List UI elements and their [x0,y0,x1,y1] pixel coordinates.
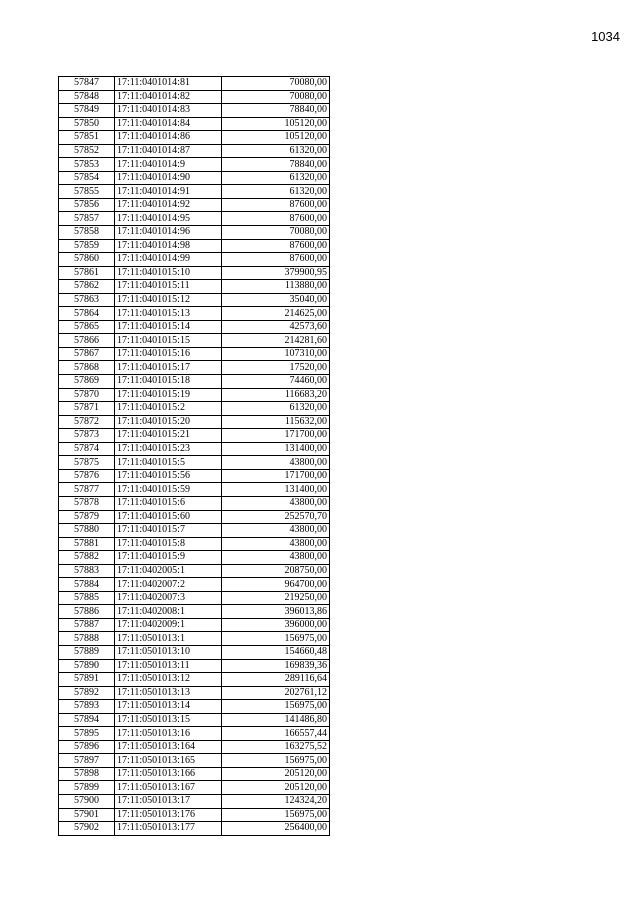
table-row [59,239,330,253]
value-cell: 156975,00 [222,808,330,822]
value-cell: 61320,00 [222,185,330,199]
value-cell: 43800,00 [222,496,330,510]
value-cell: 42573,60 [222,320,330,334]
row-number-cell: 57864 [59,307,115,321]
cadastral-number-cell: 17:11:0401015:11 [115,280,222,294]
table-row [59,266,330,280]
row-number-cell: 57862 [59,280,115,294]
table-row [59,212,330,226]
value-cell: 113880,00 [222,280,330,294]
row-number-cell: 57861 [59,266,115,280]
cadastral-number-cell: 17:11:0401015:59 [115,483,222,497]
value-cell: 154660,48 [222,645,330,659]
value-cell: 61320,00 [222,144,330,158]
table-row [59,334,330,348]
row-number-cell: 57874 [59,442,115,456]
cadastral-number-cell: 17:11:0401014:86 [115,131,222,145]
cadastral-number-cell: 17:11:0401015:10 [115,266,222,280]
cadastral-number-cell: 17:11:0401015:16 [115,347,222,361]
table-row [59,198,330,212]
cadastral-number-cell: 17:11:0401014:84 [115,117,222,131]
value-cell: 396013,86 [222,605,330,619]
table-row [59,253,330,267]
value-cell: 61320,00 [222,402,330,416]
table-row [59,740,330,754]
cadastral-number-cell: 17:11:0402009:1 [115,618,222,632]
cadastral-number-cell: 17:11:0402008:1 [115,605,222,619]
table-row [59,551,330,565]
value-cell: 214281,60 [222,334,330,348]
value-cell: 131400,00 [222,483,330,497]
value-cell: 379900,95 [222,266,330,280]
row-number-cell: 57878 [59,496,115,510]
table-row [59,442,330,456]
value-cell: 156975,00 [222,754,330,768]
cadastral-number-cell: 17:11:0401014:95 [115,212,222,226]
value-cell: 43800,00 [222,537,330,551]
table-row [59,131,330,145]
cadastral-number-cell: 17:11:0501013:16 [115,727,222,741]
row-number-cell: 57873 [59,429,115,443]
cadastral-value-table [58,76,330,836]
row-number-cell: 57880 [59,524,115,538]
cadastral-number-cell: 17:11:0401015:19 [115,388,222,402]
row-number-cell: 57892 [59,686,115,700]
table-row [59,794,330,808]
table-row [59,90,330,104]
table-row [59,727,330,741]
value-cell: 61320,00 [222,171,330,185]
row-number-cell: 57850 [59,117,115,131]
table-row [59,510,330,524]
page-number: 1034 [591,29,620,44]
value-cell: 131400,00 [222,442,330,456]
row-number-cell: 57852 [59,144,115,158]
table-row [59,605,330,619]
row-number-cell: 57897 [59,754,115,768]
cadastral-number-cell: 17:11:0501013:1 [115,632,222,646]
table-row [59,781,330,795]
table-row [59,307,330,321]
cadastral-number-cell: 17:11:0401015:20 [115,415,222,429]
value-cell: 205120,00 [222,767,330,781]
cadastral-number-cell: 17:11:0501013:11 [115,659,222,673]
table-row [59,293,330,307]
cadastral-number-cell: 17:11:0501013:167 [115,781,222,795]
table-row [59,496,330,510]
row-number-cell: 57855 [59,185,115,199]
row-number-cell: 57854 [59,171,115,185]
value-cell: 156975,00 [222,632,330,646]
table-row [59,673,330,687]
cadastral-number-cell: 17:11:0401014:96 [115,226,222,240]
row-number-cell: 57868 [59,361,115,375]
value-cell: 87600,00 [222,239,330,253]
cadastral-number-cell: 17:11:0401015:9 [115,551,222,565]
row-number-cell: 57901 [59,808,115,822]
row-number-cell: 57894 [59,713,115,727]
value-cell: 70080,00 [222,90,330,104]
row-number-cell: 57896 [59,740,115,754]
value-cell: 107310,00 [222,347,330,361]
row-number-cell: 57871 [59,402,115,416]
row-number-cell: 57870 [59,388,115,402]
value-cell: 17520,00 [222,361,330,375]
row-number-cell: 57890 [59,659,115,673]
table-row [59,659,330,673]
row-number-cell: 57866 [59,334,115,348]
value-cell: 43800,00 [222,456,330,470]
cadastral-number-cell: 17:11:0501013:164 [115,740,222,754]
table-row [59,77,330,91]
value-cell: 214625,00 [222,307,330,321]
cadastral-number-cell: 17:11:0401015:60 [115,510,222,524]
table-row [59,280,330,294]
value-cell: 105120,00 [222,131,330,145]
cadastral-number-cell: 17:11:0501013:13 [115,686,222,700]
cadastral-number-cell: 17:11:0401015:8 [115,537,222,551]
row-number-cell: 57872 [59,415,115,429]
row-number-cell: 57877 [59,483,115,497]
row-number-cell: 57876 [59,469,115,483]
table-row [59,361,330,375]
table-row [59,104,330,118]
value-cell: 124324,20 [222,794,330,808]
cadastral-number-cell: 17:11:0401015:12 [115,293,222,307]
table-row [59,767,330,781]
value-cell: 171700,00 [222,469,330,483]
row-number-cell: 57849 [59,104,115,118]
row-number-cell: 57883 [59,564,115,578]
row-number-cell: 57853 [59,158,115,172]
cadastral-number-cell: 17:11:0401015:13 [115,307,222,321]
cadastral-number-cell: 17:11:0402005:1 [115,564,222,578]
table-row [59,429,330,443]
cadastral-number-cell: 17:11:0401014:98 [115,239,222,253]
row-number-cell: 57898 [59,767,115,781]
cadastral-number-cell: 17:11:0501013:14 [115,700,222,714]
table-row [59,117,330,131]
row-number-cell: 57885 [59,591,115,605]
row-number-cell: 57851 [59,131,115,145]
table-row [59,591,330,605]
table-row [59,226,330,240]
row-number-cell: 57884 [59,578,115,592]
value-cell: 78840,00 [222,104,330,118]
row-number-cell: 57891 [59,673,115,687]
value-cell: 169839,36 [222,659,330,673]
cadastral-number-cell: 17:11:0501013:177 [115,822,222,836]
cadastral-number-cell: 17:11:0401015:5 [115,456,222,470]
table-row [59,700,330,714]
cadastral-number-cell: 17:11:0501013:12 [115,673,222,687]
cadastral-number-cell: 17:11:0401014:92 [115,198,222,212]
cadastral-number-cell: 17:11:0501013:166 [115,767,222,781]
row-number-cell: 57859 [59,239,115,253]
row-number-cell: 57869 [59,375,115,389]
value-cell: 87600,00 [222,212,330,226]
value-cell: 116683,20 [222,388,330,402]
cadastral-number-cell: 17:11:0401014:87 [115,144,222,158]
cadastral-number-cell: 17:11:0401014:82 [115,90,222,104]
value-cell: 43800,00 [222,524,330,538]
value-cell: 964700,00 [222,578,330,592]
cadastral-number-cell: 17:11:0401015:2 [115,402,222,416]
value-cell: 70080,00 [222,77,330,91]
row-number-cell: 57893 [59,700,115,714]
value-cell: 70080,00 [222,226,330,240]
cadastral-number-cell: 17:11:0402007:3 [115,591,222,605]
cadastral-number-cell: 17:11:0401015:21 [115,429,222,443]
row-number-cell: 57886 [59,605,115,619]
table-row [59,645,330,659]
table-row [59,320,330,334]
cadastral-number-cell: 17:11:0501013:176 [115,808,222,822]
row-number-cell: 57888 [59,632,115,646]
value-cell: 87600,00 [222,253,330,267]
value-cell: 35040,00 [222,293,330,307]
table-row [59,388,330,402]
value-cell: 74460,00 [222,375,330,389]
table-row [59,185,330,199]
value-cell: 252570,70 [222,510,330,524]
cadastral-number-cell: 17:11:0401015:15 [115,334,222,348]
cadastral-number-cell: 17:11:0401014:9 [115,158,222,172]
table-row [59,469,330,483]
table-row [59,632,330,646]
row-number-cell: 57895 [59,727,115,741]
row-number-cell: 57889 [59,645,115,659]
cadastral-number-cell: 17:11:0401014:99 [115,253,222,267]
row-number-cell: 57856 [59,198,115,212]
cadastral-number-cell: 17:11:0401015:17 [115,361,222,375]
row-number-cell: 57867 [59,347,115,361]
value-cell: 163275,52 [222,740,330,754]
table-row [59,618,330,632]
value-cell: 219250,00 [222,591,330,605]
table-row [59,754,330,768]
table-row [59,686,330,700]
value-cell: 141486,80 [222,713,330,727]
row-number-cell: 57857 [59,212,115,226]
cadastral-number-cell: 17:11:0501013:165 [115,754,222,768]
cadastral-number-cell: 17:11:0401014:91 [115,185,222,199]
cadastral-number-cell: 17:11:0401014:83 [115,104,222,118]
row-number-cell: 57858 [59,226,115,240]
cadastral-number-cell: 17:11:0402007:2 [115,578,222,592]
cadastral-number-cell: 17:11:0401015:18 [115,375,222,389]
value-cell: 171700,00 [222,429,330,443]
cadastral-number-cell: 17:11:0501013:15 [115,713,222,727]
value-cell: 396000,00 [222,618,330,632]
row-number-cell: 57875 [59,456,115,470]
row-number-cell: 57899 [59,781,115,795]
table-row [59,144,330,158]
table-row [59,822,330,836]
row-number-cell: 57881 [59,537,115,551]
value-cell: 105120,00 [222,117,330,131]
table-row [59,808,330,822]
value-cell: 115632,00 [222,415,330,429]
row-number-cell: 57902 [59,822,115,836]
cadastral-number-cell: 17:11:0401015:7 [115,524,222,538]
table-row [59,713,330,727]
cadastral-number-cell: 17:11:0501013:10 [115,645,222,659]
table-row [59,578,330,592]
value-cell: 256400,00 [222,822,330,836]
row-number-cell: 57848 [59,90,115,104]
cadastral-number-cell: 17:11:0401015:6 [115,496,222,510]
table-row [59,415,330,429]
table-row [59,456,330,470]
row-number-cell: 57900 [59,794,115,808]
row-number-cell: 57863 [59,293,115,307]
cadastral-number-cell: 17:11:0401015:23 [115,442,222,456]
table-row [59,564,330,578]
row-number-cell: 57847 [59,77,115,91]
table-row [59,347,330,361]
table-row [59,402,330,416]
value-cell: 166557,44 [222,727,330,741]
value-cell: 87600,00 [222,198,330,212]
table-row [59,524,330,538]
row-number-cell: 57860 [59,253,115,267]
cadastral-number-cell: 17:11:0501013:17 [115,794,222,808]
cadastral-number-cell: 17:11:0401015:14 [115,320,222,334]
value-cell: 208750,00 [222,564,330,578]
table-row [59,537,330,551]
cadastral-number-cell: 17:11:0401014:90 [115,171,222,185]
value-cell: 43800,00 [222,551,330,565]
row-number-cell: 57865 [59,320,115,334]
table-row [59,375,330,389]
table-row [59,158,330,172]
cadastral-number-cell: 17:11:0401014:81 [115,77,222,91]
value-cell: 205120,00 [222,781,330,795]
row-number-cell: 57882 [59,551,115,565]
value-cell: 202761,12 [222,686,330,700]
table-row [59,171,330,185]
table-row [59,483,330,497]
row-number-cell: 57887 [59,618,115,632]
value-cell: 289116,64 [222,673,330,687]
row-number-cell: 57879 [59,510,115,524]
value-cell: 156975,00 [222,700,330,714]
value-cell: 78840,00 [222,158,330,172]
cadastral-number-cell: 17:11:0401015:56 [115,469,222,483]
table-body [59,77,330,836]
